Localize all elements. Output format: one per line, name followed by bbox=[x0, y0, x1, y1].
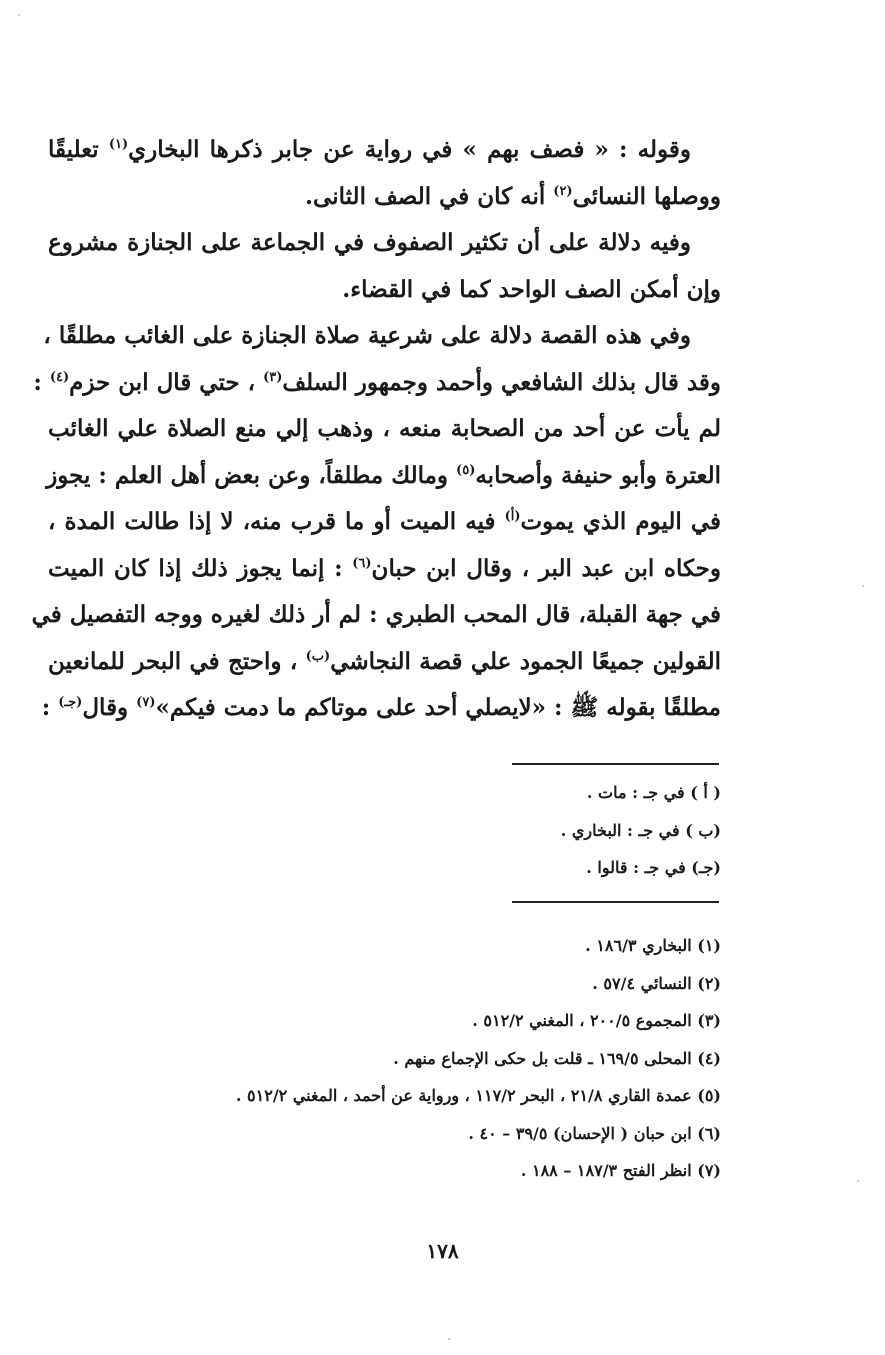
body-line bbox=[41, 694, 721, 743]
body-line-text-continued: ومالك مطلقاً، وعن بعض أهل العلم : يجوز bbox=[46, 461, 457, 489]
body-line bbox=[48, 138, 721, 185]
footnote-marker: (أ) bbox=[504, 509, 521, 524]
footnote-separator-top bbox=[512, 763, 719, 765]
body-line-text: ووصلها النسائى bbox=[572, 182, 721, 210]
footnote-marker: (١) bbox=[108, 137, 129, 152]
body-line bbox=[48, 182, 721, 232]
body-line-text-continued: فيه الميت أو ما قرب منه، لا إذا طالت المدة ، bbox=[48, 508, 505, 535]
footnote-separator-bottom bbox=[512, 901, 719, 903]
source-footnote: (٣) المجموع ٢٠٠/٥ ، المغني ٥١٢/٢ . bbox=[472, 1011, 721, 1030]
body-line bbox=[31, 601, 721, 650]
body-line-text: في اليوم الذي يموت bbox=[520, 508, 722, 535]
footnote-marker: (٦) bbox=[352, 555, 372, 571]
source-footnote: (٢) النسائي ٥٧/٤ . bbox=[592, 973, 721, 993]
body-line-text-continued: ، حتي قال ابن حزم bbox=[69, 368, 264, 396]
variant-footnotes bbox=[561, 785, 721, 898]
footnote-marker: (جـ) bbox=[58, 695, 83, 710]
body-line-text-continued: : bbox=[41, 694, 59, 721]
body-line-text-continued: : bbox=[33, 368, 50, 396]
body-line bbox=[46, 461, 721, 511]
body-line-text: العترة وأبو حنيفة وأصحابه bbox=[475, 461, 721, 489]
body-line-text-continued: تعليقًا bbox=[48, 136, 109, 163]
footnote-marker: (ب) bbox=[305, 648, 331, 664]
page-number: ١٧٨ bbox=[426, 1239, 459, 1263]
footnote-marker: (٥) bbox=[456, 462, 476, 478]
footnote-marker: (٢) bbox=[553, 183, 573, 199]
body-line-text: وحكاه ابن عبد البر ، وقال ابن حبان bbox=[371, 554, 721, 582]
variant-footnote: (ب ) في جـ : البخاري . bbox=[560, 820, 721, 840]
source-footnote: (٥) عمدة القاري ٢١/٨ ، البحر ١١٧/٢ ، ورواية عن أحمد ، المغني ٥١٢/٢ . bbox=[235, 1086, 721, 1105]
body-line-text-continued: ، واحتج في البحر للمانعين bbox=[48, 647, 306, 675]
body-line-text: وقد قال بذلك الشافعي وأحمد وجمهور السلف bbox=[282, 368, 721, 396]
body-line-text-continued: أنه كان في الصف الثانى. bbox=[305, 182, 554, 210]
body-line-text: لم يأت عن أحد من الصحابة منعه ، وذهب إلي منع الصلاة علي الغائب bbox=[48, 415, 721, 442]
body-line-text-continued: وقال bbox=[82, 694, 137, 721]
body-line-text: القولين جميعًا الجمود علي قصة النجاشي bbox=[330, 647, 722, 675]
body-line-text: مطلقًا بقوله ﷺ : «لايصلي أحد على موتاكم ما دمت فيكم» bbox=[155, 694, 721, 721]
body-line-text: وفيه دلالة على أن تكثير الصفوف في الجماعة على الجنازة مشروع bbox=[48, 229, 691, 256]
source-footnotes bbox=[236, 938, 721, 1201]
body-line-text: وفي هذه القصة دلالة على شرعية صلاة الجنازة على الغائب مطلقًا ، bbox=[43, 322, 691, 349]
variant-footnote: ( أ ) في جـ : مات . bbox=[586, 783, 721, 802]
body-line-text: وقوله : « فصف بهم » في رواية عن جابر ذكرها البخاري bbox=[128, 136, 692, 163]
body-line-text-continued: : إنما يجوز ذلك إذا كان الميت bbox=[48, 554, 353, 582]
source-footnote: (٧) انظر الفتح ١٨٧/٣ – ١٨٨ . bbox=[520, 1161, 721, 1180]
body-line bbox=[33, 368, 721, 418]
source-footnote: (٤) المحلى ١٦٩/٥ ـ قلت بل حكى الإجماع منهم . bbox=[393, 1048, 721, 1068]
body-line bbox=[48, 275, 721, 325]
body-line-text: في جهة القبلة، قال المحب الطبري : لم أر ذلك لغيره ووجه التفصيل في bbox=[31, 601, 721, 628]
main-body-text bbox=[31, 136, 722, 743]
body-line bbox=[48, 647, 722, 697]
source-footnote: (١) البخاري ١٨٦/٣ . bbox=[585, 936, 721, 955]
body-line bbox=[48, 510, 721, 557]
footnote-marker: (٣) bbox=[263, 369, 283, 385]
variant-footnote: (جـ) في جـ : قالوا . bbox=[586, 858, 721, 877]
body-line-text: وإن أمكن الصف الواحد كما في القضاء. bbox=[342, 275, 721, 303]
body-line bbox=[43, 322, 721, 371]
body-line bbox=[48, 231, 721, 278]
source-footnote: (٦) ابن حبان ( الإحسان) ٣٩/٥ – ٤٠ . bbox=[468, 1123, 721, 1143]
footnote-marker: (٧) bbox=[136, 695, 156, 710]
body-line bbox=[48, 417, 721, 464]
footnote-marker: (٤) bbox=[49, 369, 70, 385]
body-line bbox=[48, 554, 721, 604]
